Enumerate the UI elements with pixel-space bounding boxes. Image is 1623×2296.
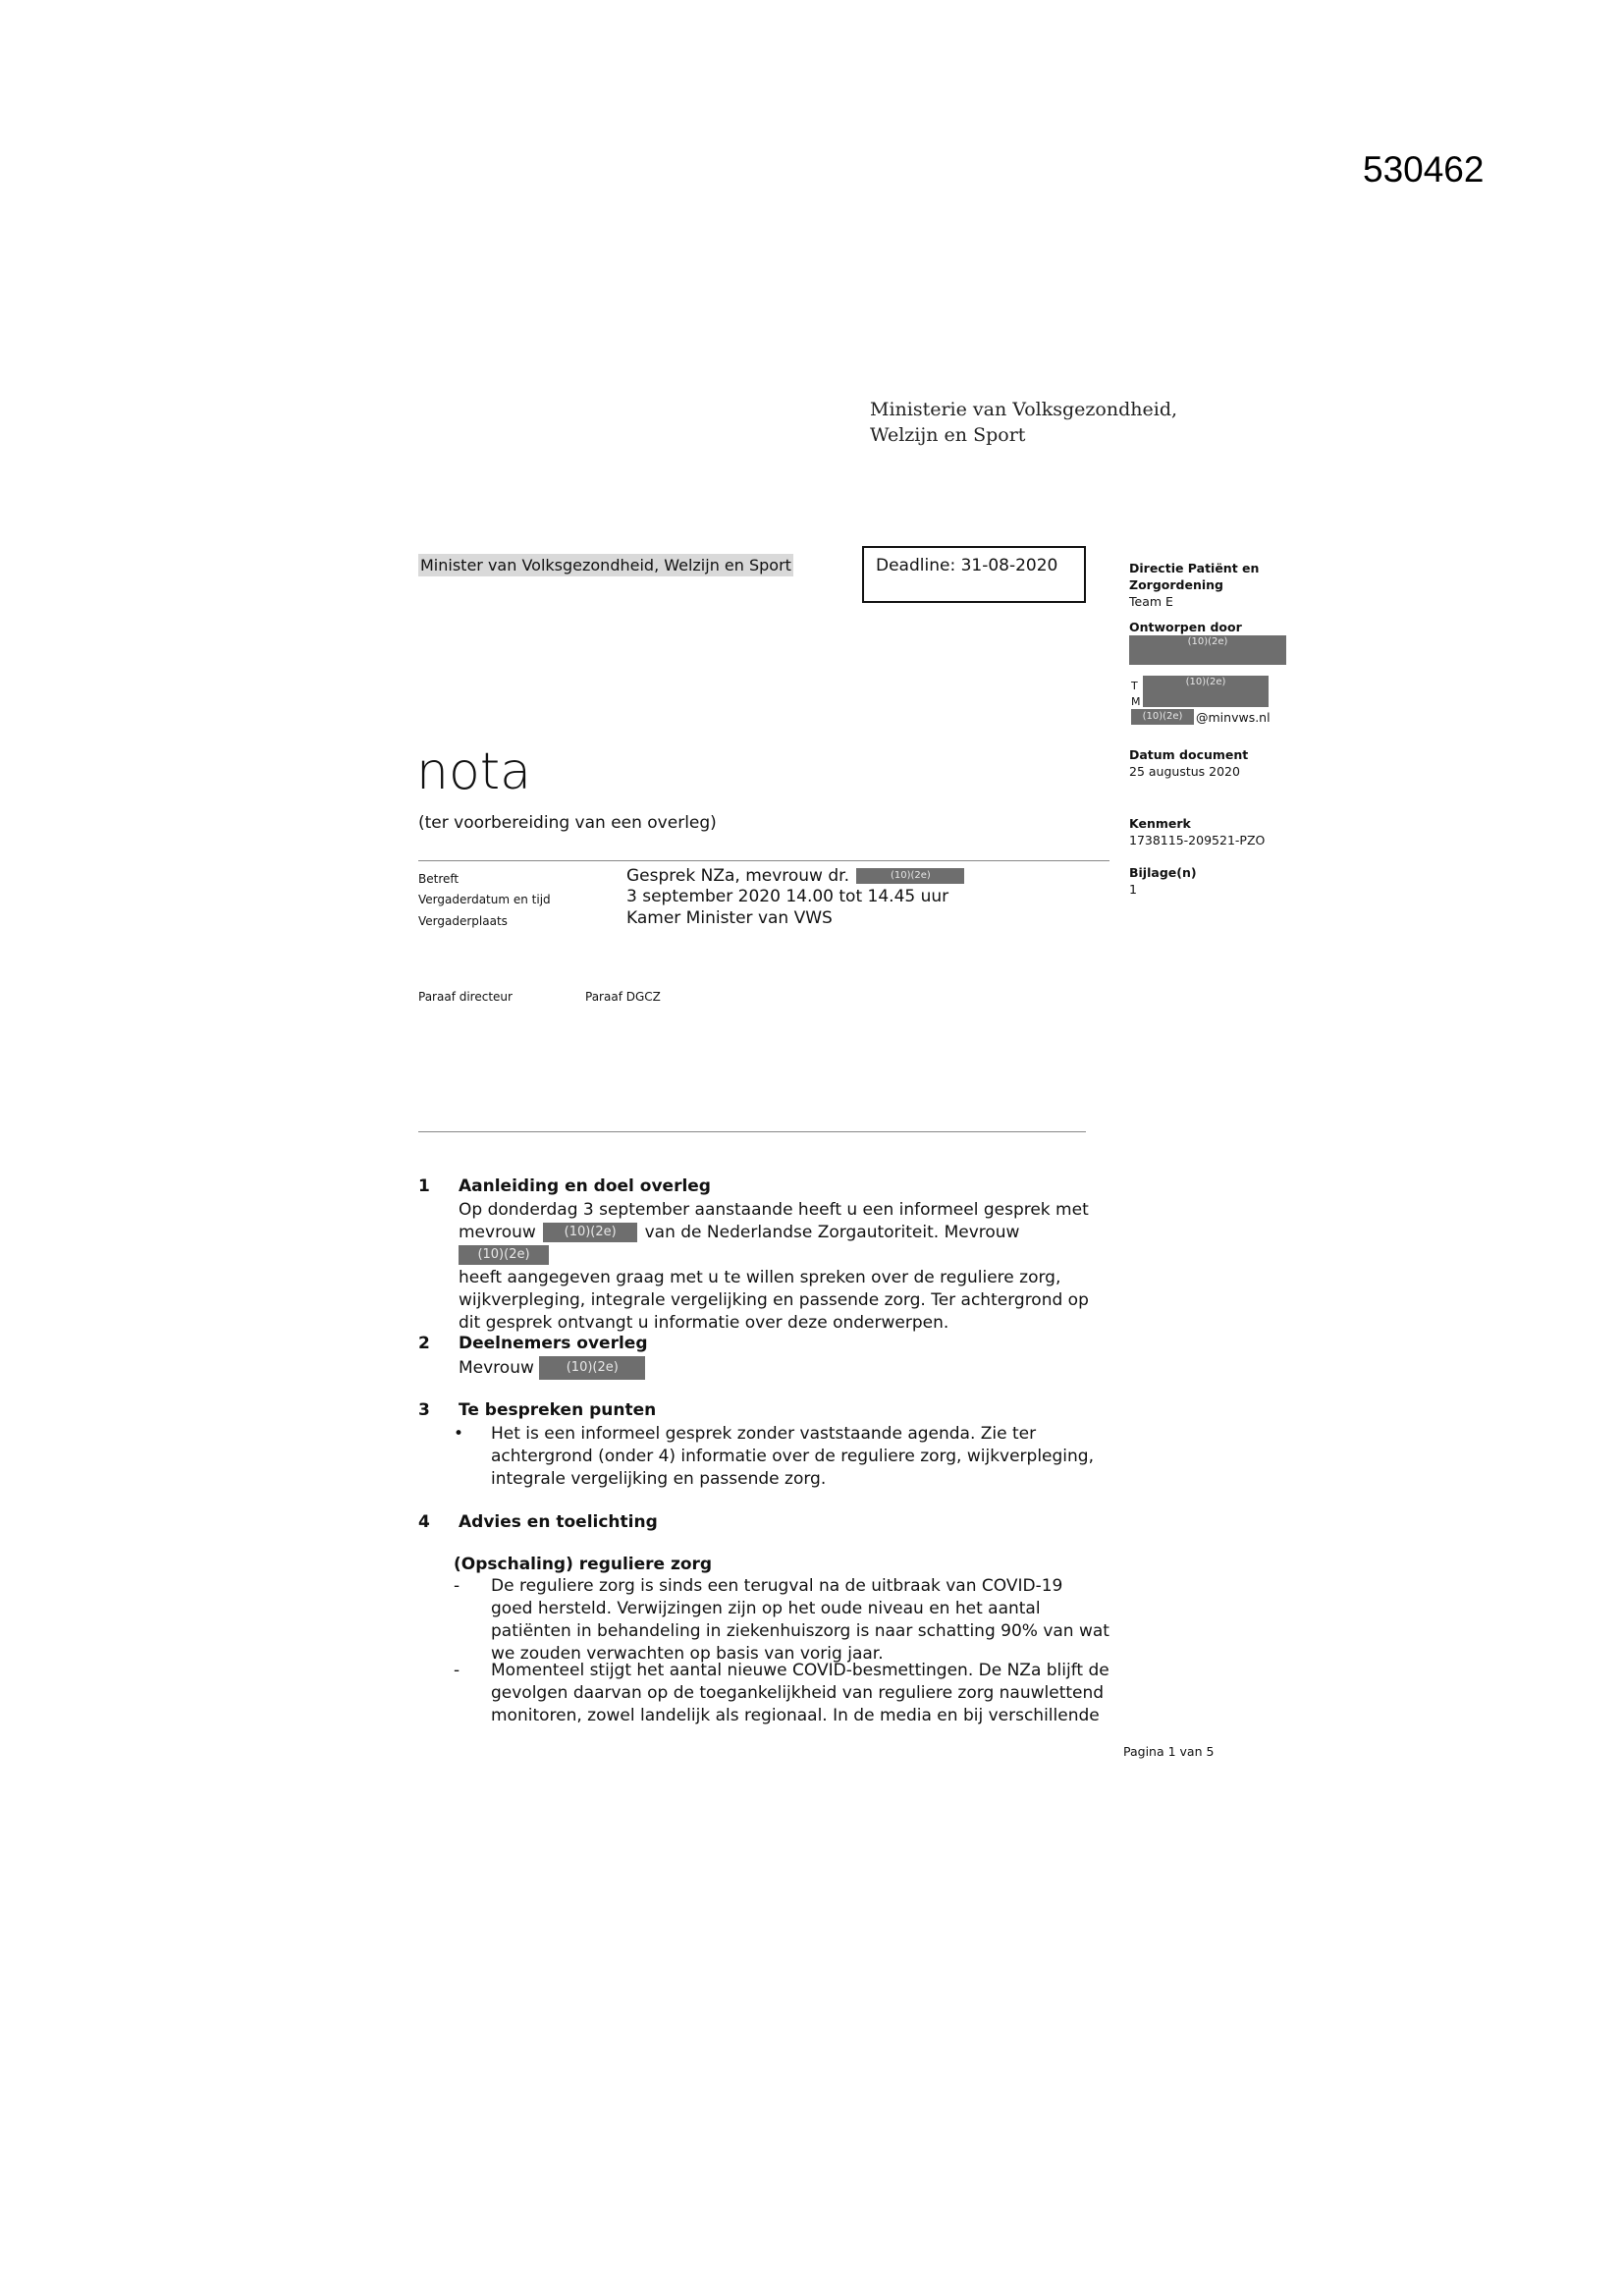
bijlage-value: 1 xyxy=(1129,882,1137,897)
deadline-box xyxy=(862,546,1086,603)
section-4-item-1: - De reguliere zorg is sinds een terugval na de uitbraak van COVID-19 goed hersteld. Verwijzingen zijn op het oude niveau en het aantal patiënten in behandeling in ziekenhuiszorg is naar schatting 90% van wat we zouden verwachten op basis van vorig jaar. xyxy=(454,1576,1109,1664)
ministry-logo-text xyxy=(870,397,1177,448)
section-4-item-1-text: De reguliere zorg is sinds een terugval na de uitbraak van COVID-19 goed hersteld. Verwijzingen zijn op het oude niveau en het aantal patiënten in behandeling in ziekenhuiszorg is naar schatting 90% van wat we zouden verwachten op basis van vorig jaar. xyxy=(491,1576,1109,1664)
section-3-title: Te bespreken punten xyxy=(459,1400,657,1420)
sidebar-directie xyxy=(1129,560,1286,610)
section-4-number: 4 xyxy=(418,1512,430,1532)
section-1-body: Op donderdag 3 september aanstaande heeft u een informeel gesprek met mevrouw (10)(2e) van de Nederlandse Zorgautoriteit. Mevrouw (10)(2e) heeft aangegeven graag met u te willen spreken over de reguliere zorg, wijkverpleging, integrale vergelijking en passende zorg. Ter achtergrond op dit gesprek ontvangt u informatie over deze onderwerpen. xyxy=(459,1200,1089,1333)
betreft-label: Betreft xyxy=(418,872,460,886)
paraaf-dgcz: Paraaf DGCZ xyxy=(585,990,661,1004)
bijlage-label: Bijlage(n) xyxy=(1129,865,1197,880)
sidebar-bijlage xyxy=(1129,864,1286,898)
section-2-title: Deelnemers overleg xyxy=(459,1334,648,1353)
section-2-number: 2 xyxy=(418,1334,430,1353)
section-1-title: Aanleiding en doel overleg xyxy=(459,1176,711,1196)
directie-line-1: Directie Patiënt en xyxy=(1129,561,1260,575)
section-4-item-2-text: Momenteel stijgt het aantal nieuwe COVID-besmettingen. De NZa blijft de gevolgen daarvan op de toegankelijkheid van reguliere zorg nauwlettend monitoren, zowel landelijk als regionaal. In de media en bij verschillende xyxy=(491,1661,1109,1725)
redacted-author: (10)(2e) xyxy=(1129,635,1286,665)
page-number: Pagina 1 van 5 xyxy=(1123,1744,1215,1759)
paraaf-directeur: Paraaf directeur xyxy=(418,990,513,1004)
section-4-title: Advies en toelichting xyxy=(459,1512,658,1532)
sidebar-ontworpen xyxy=(1129,619,1286,663)
vergaderplaats-label: Vergaderplaats xyxy=(418,914,508,928)
redacted-name: (10)(2e) xyxy=(543,1223,637,1242)
section-3-text: Het is een informeel gesprek zonder vaststaande agenda. Zie ter achtergrond (onder 4) informatie over de reguliere zorg, wijkverpleging, integrale vergelijking en passende zorg. xyxy=(491,1424,1095,1489)
section-4-subtitle: (Opschaling) reguliere zorg xyxy=(454,1555,713,1574)
betreft-value: Gesprek NZa, mevrouw dr. (10)(2e) xyxy=(626,866,964,886)
redacted-name: (10)(2e) xyxy=(459,1245,549,1265)
document-subtitle: (ter voorbereiding van een overleg) xyxy=(418,813,717,833)
kenmerk-label: Kenmerk xyxy=(1129,816,1191,831)
redacted-name: (10)(2e) xyxy=(856,868,964,884)
sidebar-contact xyxy=(1129,676,1296,735)
meta-divider xyxy=(418,860,1109,861)
mobile-label: M xyxy=(1131,695,1141,708)
redacted-phone: (10)(2e) xyxy=(1143,676,1269,707)
ministry-line-2: Welzijn en Sport xyxy=(870,424,1026,446)
ontworpen-label: Ontworpen door xyxy=(1129,620,1242,634)
team-label: Team E xyxy=(1129,594,1173,609)
phone-label: T xyxy=(1131,680,1138,692)
redacted-email: (10)(2e) xyxy=(1131,709,1194,725)
email-suffix: @minvws.nl xyxy=(1196,710,1271,725)
document-number: 530462 xyxy=(1363,149,1485,190)
sidebar-kenmerk xyxy=(1129,815,1286,848)
datum-document-value: 25 augustus 2020 xyxy=(1129,764,1240,779)
sidebar-datum xyxy=(1129,746,1286,780)
vergaderplaats-value: Kamer Minister van VWS xyxy=(626,908,833,928)
vergaderdatum-label: Vergaderdatum en tijd xyxy=(418,893,551,906)
kenmerk-value: 1738115-209521-PZO xyxy=(1129,833,1266,847)
ministry-line-1: Ministerie van Volksgezondheid, xyxy=(870,399,1178,420)
vergaderdatum-value: 3 september 2020 14.00 tot 14.45 uur xyxy=(626,887,949,906)
section-3-number: 3 xyxy=(418,1400,430,1420)
directie-line-2: Zorgordening xyxy=(1129,577,1223,592)
section-1-number: 1 xyxy=(418,1176,430,1196)
section-2-body: Mevrouw (10)(2e) xyxy=(459,1356,1107,1380)
redacted-name: (10)(2e) xyxy=(539,1356,645,1380)
paraaf-divider xyxy=(418,1131,1086,1132)
addressee: Minister van Volksgezondheid, Welzijn en Sport xyxy=(420,556,791,574)
section-4-item-2: - Momenteel stijgt het aantal nieuwe COVID-besmettingen. De NZa blijft de gevolgen daarvan op de toegankelijkheid van reguliere zorg nauwlettend monitoren, zowel landelijk als regionaal. In de media en bij verschillende xyxy=(454,1661,1109,1725)
section-3-bullet: • Het is een informeel gesprek zonder vaststaande agenda. Zie ter achtergrond (onder 4) informatie over de reguliere zorg, wijkverpleging, integrale vergelijking en passende zorg. xyxy=(454,1423,1109,1494)
document-title: nota xyxy=(416,742,532,801)
datum-document-label: Datum document xyxy=(1129,747,1249,762)
deadline-text: Deadline: 31-08-2020 xyxy=(876,556,1058,575)
